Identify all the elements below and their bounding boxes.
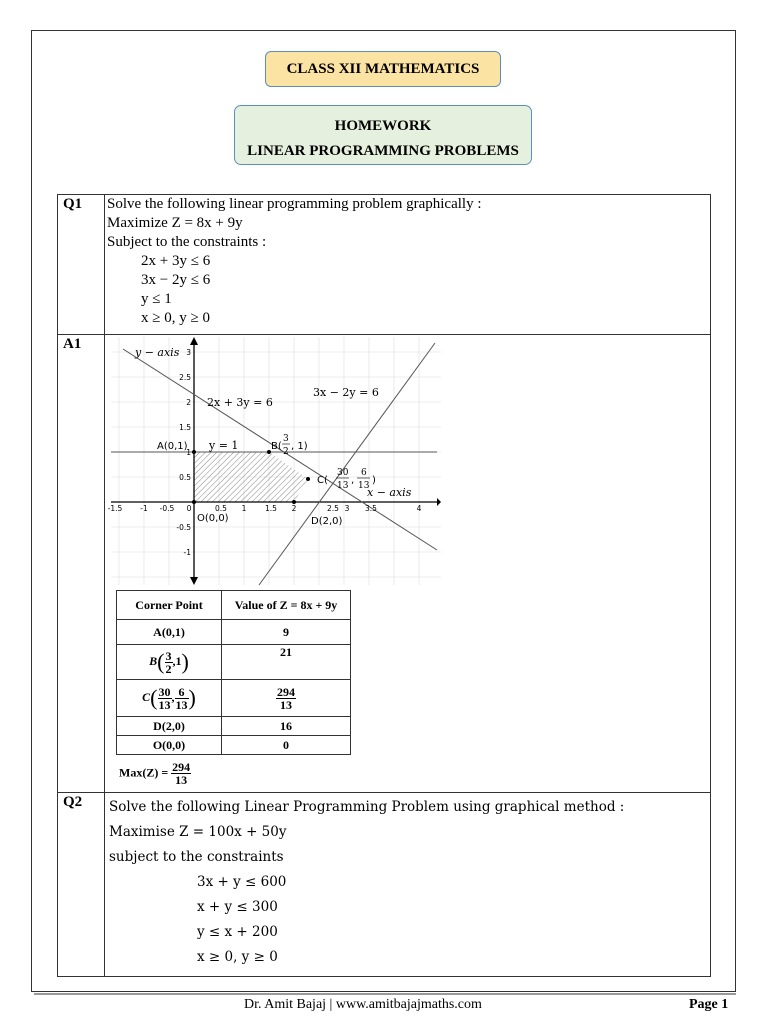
max-z-frac: $\frac{294}{13}$ bbox=[172, 760, 191, 787]
q1-constraint: 2x + 3y ≤ 6 bbox=[141, 253, 211, 269]
homework-title-box bbox=[234, 105, 532, 165]
y-tick: 3 bbox=[186, 348, 191, 357]
cp-header-point: Corner Point bbox=[117, 591, 222, 620]
q1-line: Solve the following linear programming problem graphically : bbox=[107, 196, 482, 212]
x-tick: 3.5 bbox=[365, 504, 377, 513]
x-tick: 2 bbox=[291, 504, 297, 513]
footer-page-number: Page 1 bbox=[689, 997, 729, 1012]
cp-header-value: Value of Z = 8x + 9y bbox=[222, 591, 351, 620]
q2-row bbox=[58, 793, 711, 977]
point-a-dot bbox=[192, 450, 196, 454]
q1-body bbox=[105, 195, 711, 335]
cp-point-c-letter: C bbox=[142, 689, 151, 704]
point-c-x-den: 13 bbox=[337, 481, 349, 491]
lpp-graph-svg bbox=[107, 337, 441, 585]
cp-point-c-cell: C( $\frac{30}{13}$ , $\frac{6}{13}$ ) bbox=[117, 680, 222, 717]
y-tick: 1.5 bbox=[179, 423, 191, 432]
q1-objective: Maximize Z = 8x + 9y bbox=[107, 215, 243, 231]
y-tick: -1 bbox=[183, 548, 191, 557]
q2-text bbox=[105, 793, 710, 976]
cp-point-c-y-frac: $\frac{6}{13}$ bbox=[175, 684, 188, 712]
q1-constraint: 3x − 2y ≤ 6 bbox=[141, 272, 211, 288]
x-tick: 4 bbox=[416, 504, 422, 513]
y-axis-arrow-down bbox=[190, 577, 198, 585]
q2-constraint: y ≤ x + 200 bbox=[197, 924, 278, 940]
point-c-y-den: 13 bbox=[358, 481, 370, 491]
feasible-region bbox=[194, 452, 308, 502]
point-b-num: 3 bbox=[283, 434, 289, 444]
x-tick: -0.5 bbox=[159, 504, 175, 513]
a1-row bbox=[58, 335, 711, 793]
y-tick: 1 bbox=[186, 448, 191, 457]
y-axis-label: y − axis bbox=[135, 346, 180, 359]
point-b-suffix: , 1) bbox=[291, 441, 308, 452]
cp-point-d: D(2,0) bbox=[117, 717, 222, 736]
homework-title: HOMEWORK bbox=[334, 118, 432, 134]
x-tick-labels bbox=[108, 504, 422, 513]
q1-text bbox=[105, 195, 710, 334]
q1-subject-to: Subject to the constraints : bbox=[107, 234, 267, 250]
class-title-box bbox=[265, 51, 501, 87]
q2-body bbox=[105, 793, 711, 977]
point-c-prefix: C( bbox=[317, 475, 328, 486]
line2-label: 3x − 2y = 6 bbox=[313, 386, 379, 399]
cp-value-d: 16 bbox=[222, 717, 351, 736]
cp-row-c bbox=[117, 680, 351, 717]
cp-value-b: 21 bbox=[222, 645, 351, 680]
cp-row-a bbox=[117, 620, 351, 645]
y-tick: 2.5 bbox=[179, 373, 191, 382]
cp-row-d bbox=[117, 717, 351, 736]
line3-label: y = 1 bbox=[209, 439, 239, 452]
line1-label: 2x + 3y = 6 bbox=[207, 396, 273, 409]
q2-constraint: x ≥ 0, y ≥ 0 bbox=[197, 949, 278, 965]
x-tick: 3 bbox=[344, 504, 350, 513]
x-tick: 1.5 bbox=[265, 504, 277, 513]
point-a-label: A(0,1) bbox=[157, 441, 188, 452]
max-z-label: Max(Z) = bbox=[119, 765, 169, 780]
point-o-dot bbox=[192, 500, 196, 504]
q1-row bbox=[58, 195, 711, 335]
footer-author: Dr. Amit Bajaj | www.amitbajajmaths.com bbox=[244, 997, 482, 1012]
lpp-graph bbox=[107, 337, 441, 585]
q2-constraint: 3x + y ≤ 600 bbox=[197, 874, 287, 890]
a1-body bbox=[105, 335, 711, 793]
cp-point-b-tail: ,1 bbox=[172, 653, 182, 668]
point-c-comma: , bbox=[351, 475, 355, 486]
cp-value-o: 0 bbox=[222, 736, 351, 755]
cp-value-c-cell bbox=[222, 680, 351, 717]
x-tick: -1 bbox=[140, 504, 148, 513]
point-b-prefix: B( bbox=[271, 441, 282, 452]
q2-line: Solve the following Linear Programming Problem using graphical method : bbox=[109, 799, 625, 815]
x-axis-arrow bbox=[437, 498, 441, 506]
y-axis-arrow-up bbox=[190, 337, 198, 345]
cp-header-row bbox=[117, 591, 351, 620]
cp-point-b-frac: $\frac{3}{2}$ bbox=[165, 648, 172, 676]
point-d-label: D(2,0) bbox=[311, 516, 343, 527]
page-border-shadow bbox=[34, 993, 736, 995]
point-c-suffix: ) bbox=[372, 475, 376, 486]
q1-constraint: x ≥ 0, y ≥ 0 bbox=[141, 310, 210, 326]
point-c-y-num: 6 bbox=[361, 468, 367, 478]
questions-table bbox=[57, 194, 711, 977]
cp-row-b bbox=[117, 645, 351, 680]
max-z-line bbox=[119, 761, 710, 786]
q2-constraint: x + y ≤ 300 bbox=[197, 899, 278, 915]
topic-title: LINEAR PROGRAMMING PROBLEMS bbox=[247, 143, 519, 159]
point-c-x-num: 30 bbox=[337, 468, 349, 478]
x-axis-label: x − axis bbox=[367, 486, 412, 499]
cp-point-b-cell: B( $\frac{3}{2}$ ,1) bbox=[117, 645, 222, 680]
x-tick: -1.5 bbox=[107, 504, 123, 513]
y-tick: 2 bbox=[186, 398, 191, 407]
point-c-dot bbox=[306, 477, 310, 481]
y-tick: -0.5 bbox=[176, 523, 191, 532]
cp-point-a: A(0,1) bbox=[117, 620, 222, 645]
q2-label: Q2 bbox=[58, 793, 105, 977]
x-tick: 0 bbox=[186, 504, 192, 513]
cp-value-a: 9 bbox=[222, 620, 351, 645]
q2-subject-to: subject to the constraints bbox=[109, 849, 284, 865]
x-tick: 0.5 bbox=[215, 504, 227, 513]
x-tick: 1 bbox=[241, 504, 247, 513]
cp-value-c-frac: $\frac{294}{13}$ bbox=[277, 684, 295, 712]
y-tick: 0.5 bbox=[179, 473, 191, 482]
q1-constraint: y ≤ 1 bbox=[141, 291, 172, 307]
cp-point-o: O(0,0) bbox=[117, 736, 222, 755]
cp-point-b-letter: B bbox=[149, 653, 158, 668]
point-b-den: 2 bbox=[283, 447, 289, 457]
class-title: CLASS XII MATHEMATICS bbox=[286, 60, 480, 77]
cp-point-c-x-frac: $\frac{30}{13}$ bbox=[158, 684, 171, 712]
point-o-label: O(0,0) bbox=[197, 513, 229, 524]
cp-row-o bbox=[117, 736, 351, 755]
x-tick: 2.5 bbox=[327, 504, 339, 513]
q2-objective: Maximise Z = 100x + 50y bbox=[109, 824, 287, 840]
corner-point-table bbox=[116, 590, 351, 755]
q1-label: Q1 bbox=[58, 195, 105, 335]
a1-label: A1 bbox=[58, 335, 105, 793]
